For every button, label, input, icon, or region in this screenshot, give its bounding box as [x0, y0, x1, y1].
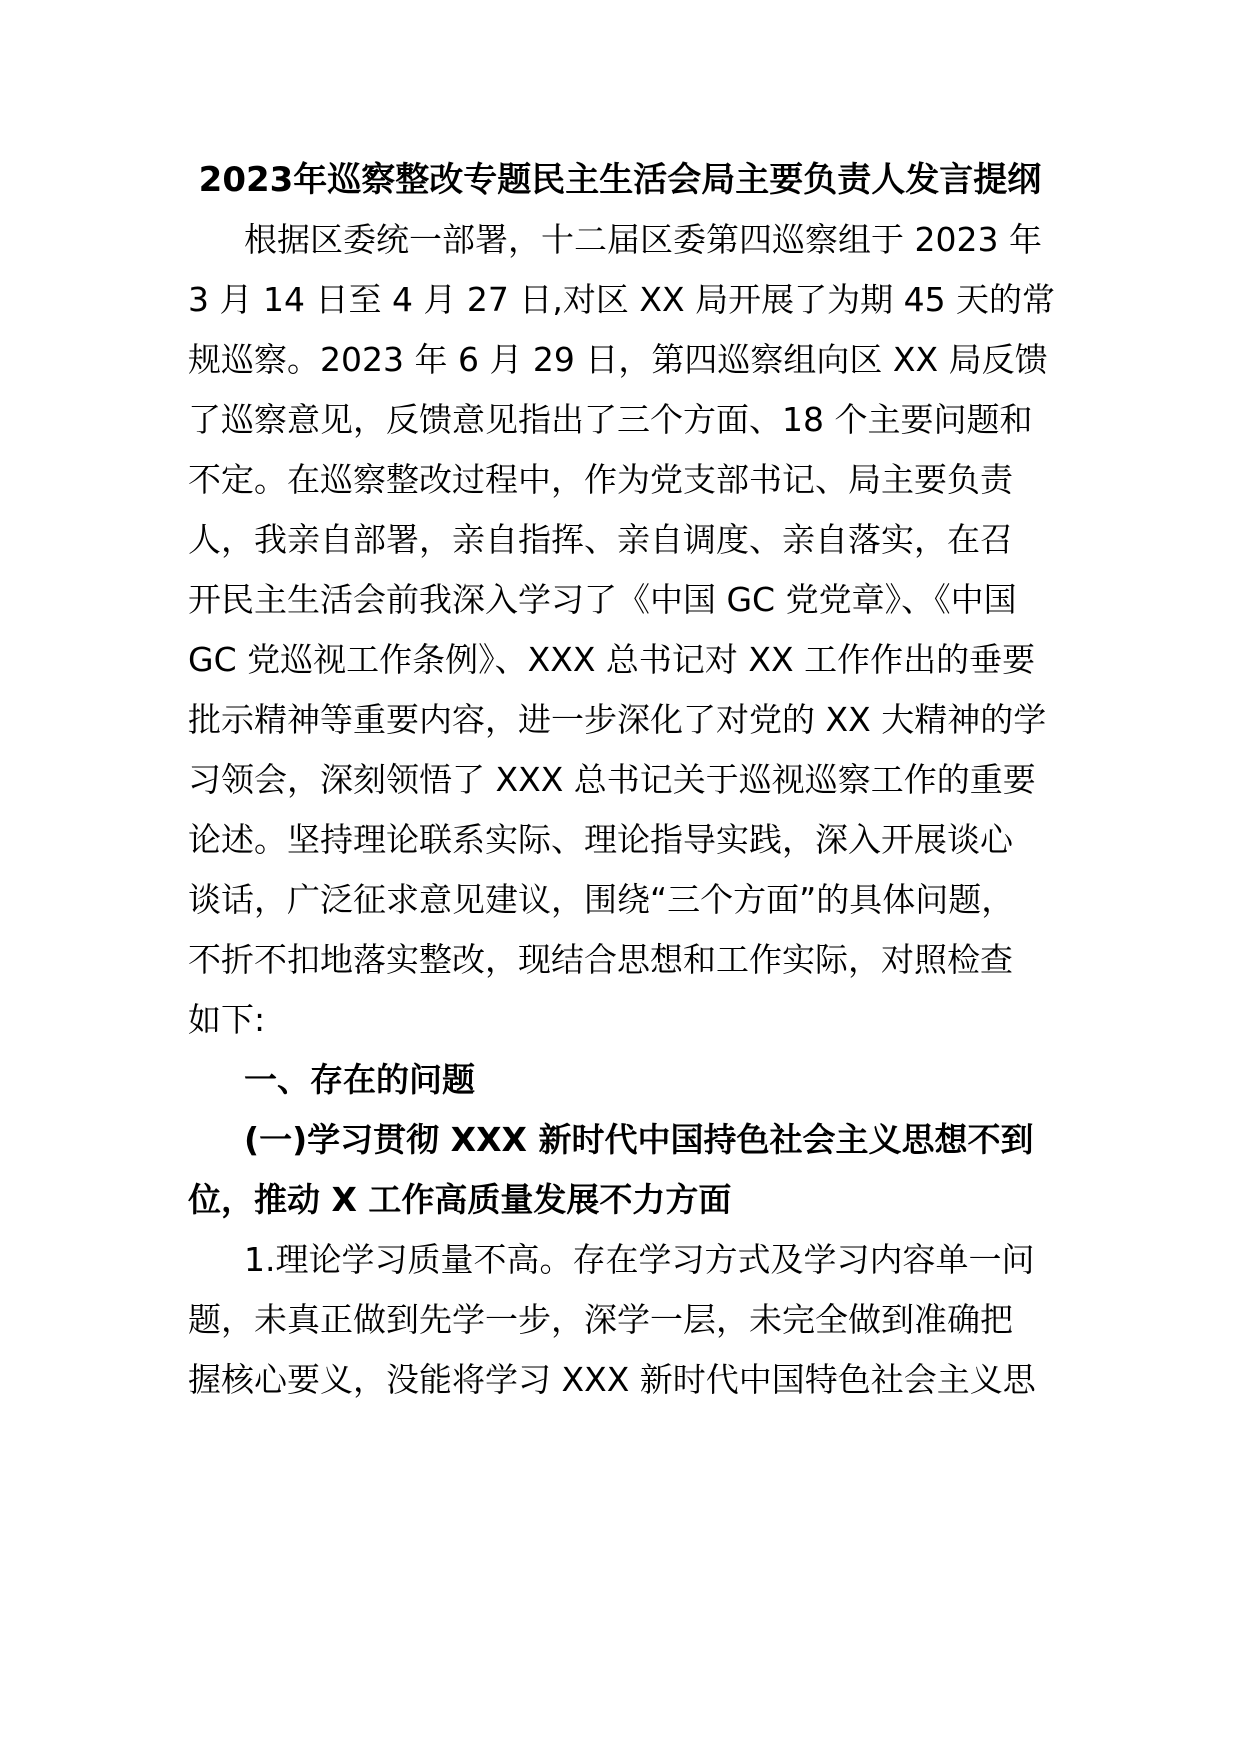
intro-line-3: 规巡察。2023 年 6 月 29 日，第四巡察组向区 XX 局反馈 [188, 340, 1048, 379]
intro-line-1: 根据区委统一部署，十二届区委第四巡察组于 2023 年 [244, 220, 1042, 259]
intro-line-5: 不定。在巡察整改过程中，作为党支部书记、局主要负责 [188, 460, 1013, 499]
intro-line-4: 了巡察意见，反馈意见指出了三个方面、18 个主要问题和 [188, 400, 1033, 439]
point-line-1: 1.理论学习质量不高。存在学习方式及学习内容单一问 [244, 1240, 1035, 1279]
intro-line-14: 如下: [188, 1000, 266, 1039]
intro-line-2: 3 月 14 日至 4 月 27 日,对区 XX 局开展了为期 45 天的常 [188, 280, 1056, 319]
intro-line-10: 习领会，深刻领悟了 XXX 总书记关于巡视巡察工作的重要 [188, 760, 1036, 799]
intro-line-9: 批示精神等重要内容，进一步深化了对党的 XX 大精神的学 [188, 700, 1047, 739]
point-line-2: 题，未真正做到先学一步，深学一层，未完全做到准确把 [188, 1300, 1013, 1339]
intro-line-11: 论述。坚持理论联系实际、理论指导实践，深入开展谈心 [188, 820, 1013, 859]
intro-line-12: 谈话，广泛征求意见建议，围绕“三个方面”的具体问题， [188, 880, 1015, 919]
section-heading: 一、存在的问题 [244, 1060, 475, 1099]
document-title: 2023年巡察整改专题民主生活会局主要负责人发言提纲 [198, 160, 1042, 200]
point-line-3: 握核心要义，没能将学习 XXX 新时代中国特色社会主义思 [188, 1360, 1036, 1399]
subsection-heading-line-1: (一)学习贯彻 XXX 新时代中国持色社会主义思想不到 [244, 1120, 1034, 1159]
subsection-heading-line-2: 位，推动 X 工作高质量发展不力方面 [188, 1180, 732, 1219]
intro-line-6: 人，我亲自部署，亲自指挥、亲自调度、亲自落实，在召 [188, 520, 1013, 559]
intro-line-7: 开民主生活会前我深入学习了《中国 GC 党党章》、《中国 [188, 580, 1017, 619]
intro-line-13: 不折不扣地落实整改，现结合思想和工作实际，对照检查 [188, 940, 1013, 979]
intro-line-8: GC 党巡视工作条例》、XXX 总书记对 XX 工作作出的垂要 [188, 640, 1036, 679]
